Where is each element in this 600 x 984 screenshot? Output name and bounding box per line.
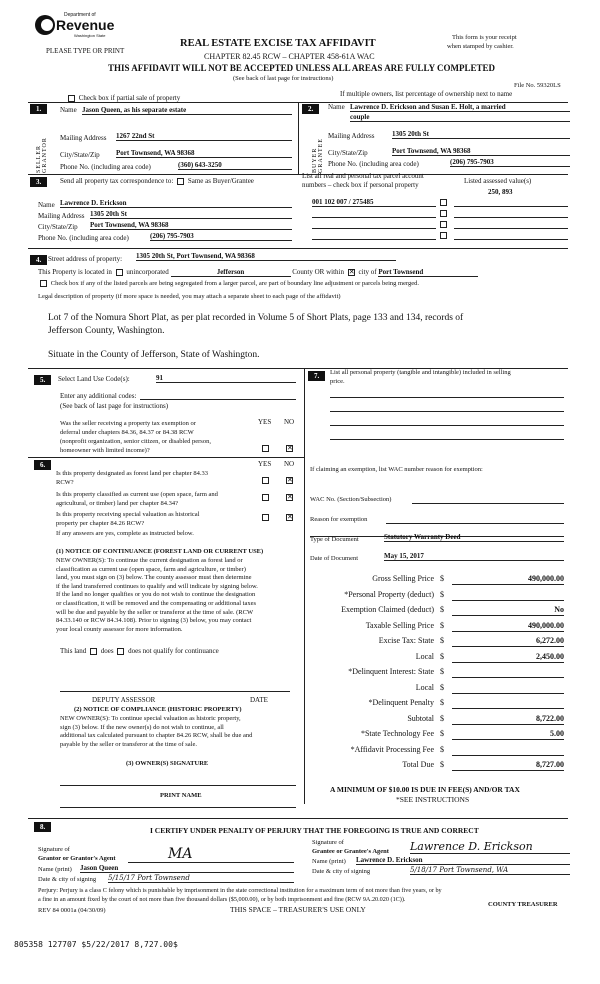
tax-row-value[interactable]: 6,272.00 <box>452 636 564 647</box>
sec6.n1_lines-line: If the land no longer qualifies or you do not wish to continue the designation <box>56 591 256 599</box>
notice-compliance-title: (2) NOTICE OF COMPLIANCE (HISTORIC PROPERTY) <box>74 706 242 713</box>
partial-sale-checkbox[interactable] <box>68 95 75 102</box>
personal-property-line-3[interactable] <box>330 424 564 426</box>
dollar-sign: $ <box>440 605 444 614</box>
buyer-phone[interactable]: (206) 795-7903 <box>450 158 570 167</box>
personal-property-line-4[interactable] <box>330 438 564 440</box>
land-label: This land <box>60 647 87 655</box>
tax-row <box>310 760 570 774</box>
seller-name[interactable]: Jason Queen, as his separate estate <box>82 106 292 115</box>
dollar-sign: $ <box>440 620 444 630</box>
section-3-number: 3. <box>30 177 47 187</box>
tax-row <box>310 636 570 650</box>
grantor-date-city[interactable]: 5/15/17 Port Townsend <box>108 874 294 883</box>
print-name-line[interactable] <box>60 806 296 808</box>
perjury-line-1: Perjury: Perjury is a class C felony which is punishable by imprisonment in the state correctional institution for a maximum term of not more than five years, or by <box>38 887 442 894</box>
seller-mailing[interactable]: 1267 22nd St <box>116 132 292 141</box>
sec6-q1-line1: Is this property designated as forest land per chapter 84.33 <box>56 470 208 477</box>
sec5-q1-line3: (nonprofit organization, senior citizen, or disabled person, <box>60 438 211 445</box>
assessed-line-2[interactable] <box>454 210 568 218</box>
sec6-q2-line2: agricultural, or timber) land per chapter 84.34? <box>56 500 179 507</box>
tax-row-label: *Personal Property (deduct) <box>344 589 434 599</box>
sec6-q1-no-checkbox[interactable]: ✕ <box>287 475 293 484</box>
tax-row <box>310 667 570 681</box>
land-does-not-checkbox[interactable] <box>117 648 124 655</box>
city-of-label: city of <box>358 268 377 276</box>
tax-correspondence-row <box>60 177 254 185</box>
legal-desc-line-2[interactable]: Jefferson County, Washington. <box>48 326 165 336</box>
tax-row-value[interactable]: 490,000.00 <box>452 574 564 585</box>
receipt-note-2: when stamped by cashier. <box>447 43 514 50</box>
tax-row-value[interactable]: 8,727.00 <box>452 760 564 771</box>
logo-swoosh-icon <box>34 14 56 36</box>
located-label: This Property is located in <box>38 268 112 276</box>
section-5-number: 5. <box>34 375 51 385</box>
parcel-label-1: List all real and personal tax parcel account <box>302 172 424 180</box>
sec6.n2_lines-line: NEW OWNER(S): To continue special valuation as historic property, <box>60 715 241 722</box>
sec6-q3-line2: property per chapter 84.26 RCW? <box>56 520 145 527</box>
reason-label: Reason for exemption <box>310 516 368 523</box>
sec5-no-header: NO <box>284 418 295 426</box>
sec6-yes-header: YES <box>258 460 272 468</box>
tax-correspondence-label: Send all property tax correspondence to: <box>60 177 174 185</box>
grantee-sig-label: Signature of <box>312 839 344 846</box>
tax-row-value[interactable] <box>452 683 564 694</box>
see-back-note: (See back of last page for instructions) <box>233 75 334 82</box>
partial-sale-label: Check box if partial sale of property <box>78 94 181 102</box>
tax-row-value[interactable] <box>452 698 564 709</box>
tax-row <box>310 574 570 588</box>
assessed-value[interactable]: 250, 893 <box>488 188 513 196</box>
land-does-label: does <box>100 647 114 655</box>
tax-city[interactable]: Port Townsend, WA 98368 <box>90 221 292 230</box>
please-type: PLEASE TYPE OR PRINT <box>46 47 125 55</box>
sec6.n2_lines-line: additional tax calculated pursuant to chapter 84.26 RCW, shall be due and <box>60 732 253 740</box>
buyer-name-label: Name <box>328 103 345 111</box>
buyer-mailing[interactable]: 1305 20th St <box>392 130 570 139</box>
county-treasurer-label: COUNTY TREASURER <box>488 901 558 908</box>
assessor-signature-line[interactable] <box>60 690 290 692</box>
sec6-q1-yes-checkbox[interactable] <box>260 476 271 484</box>
owner-signature-title: (3) OWNER(S) SIGNATURE <box>126 760 209 767</box>
grantee-date-label: Date & city of signing <box>312 868 371 875</box>
assessed-line-3[interactable] <box>454 221 568 229</box>
sec5-q1-yes-checkbox[interactable] <box>260 444 271 452</box>
form-revision: REV 84 0001a (04/30/09) <box>38 907 106 914</box>
see-instructions-note: *SEE INSTRUCTIONS <box>396 795 470 804</box>
tax-row <box>310 605 570 619</box>
tax-row-value[interactable]: 2,450.00 <box>452 652 564 663</box>
street-label: Street address of property: <box>48 255 123 263</box>
dollar-sign: $ <box>440 698 444 707</box>
treasurer-use-label: THIS SPACE – TREASURER'S USE ONLY <box>230 905 366 914</box>
buyer-city[interactable]: Port Townsend, WA 98368 <box>392 147 570 156</box>
sec6.n1_lines-line: will be due and payable by the seller or transferor at the time of sale. (RCW <box>56 608 254 616</box>
land-use-label: Select Land Use Code(s): <box>58 375 130 383</box>
sec6-q2-no-checkbox[interactable]: ✕ <box>287 492 293 501</box>
buyer-side-label: BUYER GRANTEE <box>312 138 324 173</box>
certify-statement: I CERTIFY UNDER PENALTY OF PERJURY THAT THE FOREGOING IS TRUE AND CORRECT <box>150 826 479 835</box>
tax-row <box>310 745 570 759</box>
sec6.n1_lines-line: classification as current use (open space, farm and agriculture, or timber) <box>56 565 246 573</box>
dollar-sign: $ <box>440 589 444 599</box>
sec6-q2-line1: Is this property classified as current use (open space, farm and <box>56 491 218 498</box>
tax-row-label: *State Technology Fee <box>360 729 434 738</box>
unincorporated-checkbox[interactable] <box>116 269 123 276</box>
minimum-fee-note: A MINIMUM OF $10.00 IS DUE IN FEE(S) AND/OR TAX <box>330 785 520 794</box>
tax-phone[interactable]: (206) 795-7903 <box>150 232 292 241</box>
personal-property-line-1[interactable] <box>330 396 564 398</box>
tax-row-label: Excise Tax: State <box>378 636 434 645</box>
exemption-label: If claiming an exemption, list WAC number reason for exemption: <box>310 466 483 473</box>
sec6-q3-no-checkbox[interactable]: ✕ <box>287 512 293 521</box>
sec6.n1_lines-line: land, you must sign on (3) below. The county assessor must then determine <box>56 574 252 582</box>
sec5-q1-no-checkbox[interactable]: ✕ <box>287 443 293 452</box>
tax-row-label: Local <box>415 651 434 661</box>
reason-input[interactable] <box>386 522 564 524</box>
doc-type-label: Type of Document <box>310 536 359 543</box>
seller-side-label: SELLER GRANTOR <box>36 137 48 173</box>
grantee-name-label: Name (print) <box>312 858 346 865</box>
county-value[interactable]: Jefferson <box>171 268 291 277</box>
parcel-line-2[interactable] <box>312 210 436 218</box>
legal-desc-label: Legal description of property (if more space is needed, you may attach a separate sheet to each page of the affidavit) <box>38 293 341 300</box>
grantor-name[interactable]: Jason Queen <box>80 864 294 873</box>
seller-city[interactable]: Port Townsend, WA 98368 <box>116 149 292 158</box>
personal-property-label-1: List all personal property (tangible and intangible) included in selling <box>330 369 511 376</box>
parcel-checkbox-2[interactable] <box>438 209 449 217</box>
parcel-number[interactable]: 001 102 007 / 275485 <box>312 198 436 207</box>
buyer-name-2[interactable]: couple <box>350 113 570 122</box>
dollar-sign: $ <box>440 651 444 661</box>
tax-row-value[interactable]: 490,000.00 <box>452 621 564 632</box>
section-6-number: 6. <box>34 460 51 470</box>
city-value[interactable]: Port Townsend <box>378 268 478 277</box>
parcel-checkbox-1[interactable] <box>438 198 449 206</box>
payment-stamp: 805358 127707 $5/22/2017 8,727.00$ <box>14 940 178 949</box>
doc-date-label: Date of Document <box>310 555 359 562</box>
notice-continuance-title: (1) NOTICE OF CONTINUANCE (FOREST LAND OR CURRENT USE) <box>56 548 264 555</box>
tax-row <box>310 698 570 712</box>
seller-name-label: Name <box>60 106 77 114</box>
parcel-line-3[interactable] <box>312 221 436 229</box>
tax-row-value[interactable] <box>452 667 564 678</box>
unincorporated-label: unincorporated <box>126 268 169 276</box>
sec6-q1-line2: RCW? <box>56 479 74 486</box>
seller-phone[interactable]: (360) 643-3250 <box>178 161 292 170</box>
tax-name[interactable]: Lawrence D. Erickson <box>60 199 292 208</box>
seller-city-label: City/State/Zip <box>60 151 100 159</box>
tax-row-label: *Delinquent Penalty <box>368 698 434 707</box>
dollar-sign: $ <box>440 667 444 676</box>
wac-label: WAC No. (Section/Subsection) <box>310 496 392 503</box>
file-number: File No. 59320LS <box>514 82 561 89</box>
sec6.n2_lines-line: sign (3) below. If the new owner(s) do not wish to continue, all <box>60 723 224 731</box>
seller-phone-label: Phone No. (including area code) <box>60 163 151 171</box>
sec6-q3-yes-checkbox[interactable] <box>260 513 271 521</box>
dollar-sign: $ <box>440 682 444 692</box>
sec5-q1-line1: Was the seller receiving a property tax exemption or <box>60 420 196 427</box>
tax-row-label: Local <box>415 682 434 692</box>
sec6-q2-yes-checkbox[interactable] <box>260 493 271 501</box>
land-does-checkbox[interactable] <box>90 648 97 655</box>
deputy-assessor-label: DEPUTY ASSESSOR <box>92 696 156 704</box>
dollar-sign: $ <box>440 729 444 738</box>
sec6-no-header: NO <box>284 460 295 468</box>
section-4-number: 4. <box>30 255 47 265</box>
section-2-number: 2. <box>302 104 319 114</box>
logo-name: Revenue <box>56 17 115 33</box>
owner-signature-line[interactable] <box>60 784 296 786</box>
grantor-name-label: Name (print) <box>38 866 72 873</box>
doc-date[interactable]: May 15, 2017 <box>384 552 564 561</box>
personal-property-label-2: price. <box>330 378 345 385</box>
receipt-note-1: This form is your receipt <box>452 34 517 41</box>
legal-desc-line-3[interactable]: Situate in the County of Jefferson, State of Washington. <box>48 350 260 360</box>
parcel-line-4[interactable] <box>312 232 436 240</box>
sec6.n2_lines-line: payable by the seller or transferor at the time of sale. <box>60 740 197 748</box>
logo-state: Washington State <box>74 33 106 38</box>
multiple-owners-note: If multiple owners, list percentage of ownership next to name <box>340 90 513 98</box>
segregated-checkbox[interactable] <box>40 280 47 287</box>
section-7-number: 7. <box>308 371 325 381</box>
tax-row <box>310 652 570 666</box>
buyer-city-label: City/State/Zip <box>328 149 368 157</box>
tax-row-value[interactable]: 5.00 <box>452 729 564 740</box>
dor-logo <box>34 12 115 42</box>
tax-row-label: Taxable Selling Price <box>365 620 434 630</box>
additional-codes-note: (See back of last page for instructions) <box>60 402 169 410</box>
sec6-q4: If any answers are yes, complete as instructed below. <box>56 530 194 537</box>
tax-mailing-label: Mailing Address <box>38 212 85 220</box>
segregated-row <box>38 279 419 287</box>
buyer-name-1[interactable]: Lawrence D. Erickson and Susan E. Holt, a married <box>350 103 570 112</box>
county-or-label: County OR within <box>292 268 344 276</box>
grantee-date-city[interactable]: 5/18/17 Port Townsend, WA <box>410 866 570 875</box>
tax-row <box>310 729 570 743</box>
sec6.n1_lines-line: your local county assessor for more information. <box>56 625 183 633</box>
form-subtitle: CHAPTER 82.45 RCW – CHAPTER 458-61A WAC <box>204 52 375 61</box>
notice-continuance-body <box>56 557 258 634</box>
assessor-date-label: DATE <box>250 696 268 704</box>
personal-property-line-2[interactable] <box>330 410 564 412</box>
tax-row <box>310 590 570 604</box>
sec6-q3-line1: Is this property receiving special valuation as historical <box>56 511 200 518</box>
tax-row-value[interactable]: No <box>452 605 564 616</box>
parcel-checkbox-3[interactable] <box>438 220 449 228</box>
grantor-sig-label: Signature of <box>38 846 70 853</box>
grantor-date-label: Date & city of signing <box>38 876 97 883</box>
form-title: REAL ESTATE EXCISE TAX AFFIDAVIT <box>180 38 376 49</box>
buyer-phone-label: Phone No. (including area code) <box>328 160 419 168</box>
grantee-agent-label: Grantee or Grantee's Agent <box>312 848 389 855</box>
section-1-number: 1. <box>30 104 47 114</box>
wac-input[interactable] <box>412 502 564 504</box>
tax-row-label: *Delinquent Interest: State <box>348 667 434 676</box>
tax-row <box>310 714 570 728</box>
additional-codes-input[interactable] <box>140 391 296 400</box>
sec6.n1_lines-line: if the land transferred continues to qualify and will indicate by signing below. <box>56 582 258 590</box>
land-use-code[interactable]: 91 <box>156 374 296 383</box>
street-address[interactable]: 1305 20th St, Port Townsend, WA 98368 <box>136 252 396 261</box>
doc-type[interactable]: Statutory Warranty Deed <box>384 533 564 542</box>
tax-row-value[interactable] <box>452 745 564 756</box>
segregated-label: Check box if any of the listed parcels are being segregated from a larger parcel, are part of boundary line adjustment or parcels being merged. <box>50 280 420 287</box>
land-does-not-label: does not qualify for continuance <box>128 647 219 655</box>
assessed-label: Listed assessed value(s) <box>464 177 532 185</box>
sec5-yes-header: YES <box>258 418 272 426</box>
sec6.n1_lines-line: 84.33.140 or RCW 84.34.108). Prior to signing (3) below, you may contact <box>56 617 252 625</box>
parcel-label-2: numbers – check box if personal property <box>302 181 419 189</box>
tax-row-label: Exemption Claimed (deduct) <box>341 605 434 614</box>
dollar-sign: $ <box>440 760 444 769</box>
tax-row-value[interactable] <box>452 590 564 601</box>
tax-row-label: Subtotal <box>407 713 434 723</box>
perjury-line-2: a fine in an amount fixed by the court of not more than five thousand dollars ($5,000.00), or by both imprisonment and fine (RCW 9A.20.020 (1C)). <box>38 896 406 903</box>
tax-row <box>310 621 570 635</box>
assessed-line-1[interactable] <box>454 198 568 207</box>
sec6.n1_lines-line: or classification, it will be removed and the compensating or additional taxes <box>56 599 256 607</box>
dollar-sign: $ <box>440 713 444 723</box>
tax-row-label: Total Due <box>402 760 434 769</box>
notice-compliance-body <box>60 715 252 749</box>
tax-city-label: City/State/Zip <box>38 223 78 231</box>
same-as-buyer-checkbox[interactable] <box>177 178 184 185</box>
land-qualify-row <box>60 647 219 655</box>
tax-name-label: Name <box>38 201 55 209</box>
grantor-signature[interactable]: MA <box>128 846 294 863</box>
dollar-sign: $ <box>440 744 444 754</box>
form-warning: THIS AFFIDAVIT WILL NOT BE ACCEPTED UNLESS ALL AREAS ARE FULLY COMPLETED <box>108 63 496 73</box>
parcel-checkbox-4[interactable] <box>438 231 449 239</box>
same-as-buyer-label: Same as Buyer/Grantee <box>187 177 254 185</box>
section-8-number: 8. <box>34 822 51 832</box>
grantor-agent-label: Grantor or Grantor's Agent <box>38 855 116 862</box>
grantee-signature[interactable]: Lawrence D. Erickson <box>410 840 570 854</box>
tax-row-value[interactable]: 8,722.00 <box>452 714 564 725</box>
tax-row-label: Gross Selling Price <box>372 574 434 583</box>
partial-sale-row <box>66 94 180 102</box>
within-city-checkbox[interactable]: ✕ <box>348 267 355 276</box>
sec5-q1-line4: homeowner with limited income)? <box>60 447 150 454</box>
print-name-label: PRINT NAME <box>160 792 202 799</box>
seller-mailing-label: Mailing Address <box>60 134 107 142</box>
dollar-sign: $ <box>440 636 444 645</box>
sec5-q1-line2: deferral under chapters 84.36, 84.37 or 84.38 RCW <box>60 429 194 436</box>
additional-codes-label: Enter any additional codes: <box>60 392 137 400</box>
assessed-line-4[interactable] <box>454 232 568 240</box>
property-location-row <box>38 268 478 277</box>
tax-phone-label: Phone No. (including area code) <box>38 234 129 242</box>
sec6.n1_lines-line: NEW OWNER(S): To continue the current designation as forest land or <box>56 557 243 564</box>
dollar-sign: $ <box>440 574 444 583</box>
buyer-mailing-label: Mailing Address <box>328 132 375 140</box>
legal-desc-line-1[interactable]: Lot 7 of the Nomura Short Plat, as per plat recorded in Volume 5 of Short Plats, page 133 and 134, records of <box>48 313 464 323</box>
tax-mailing[interactable]: 1305 20th St <box>90 210 292 219</box>
logo-dept: Department of <box>64 12 96 18</box>
grantee-name[interactable]: Lawrence D. Erickson <box>356 856 570 865</box>
tax-row <box>310 683 570 697</box>
tax-row-label: *Affidavit Processing Fee <box>350 744 434 754</box>
